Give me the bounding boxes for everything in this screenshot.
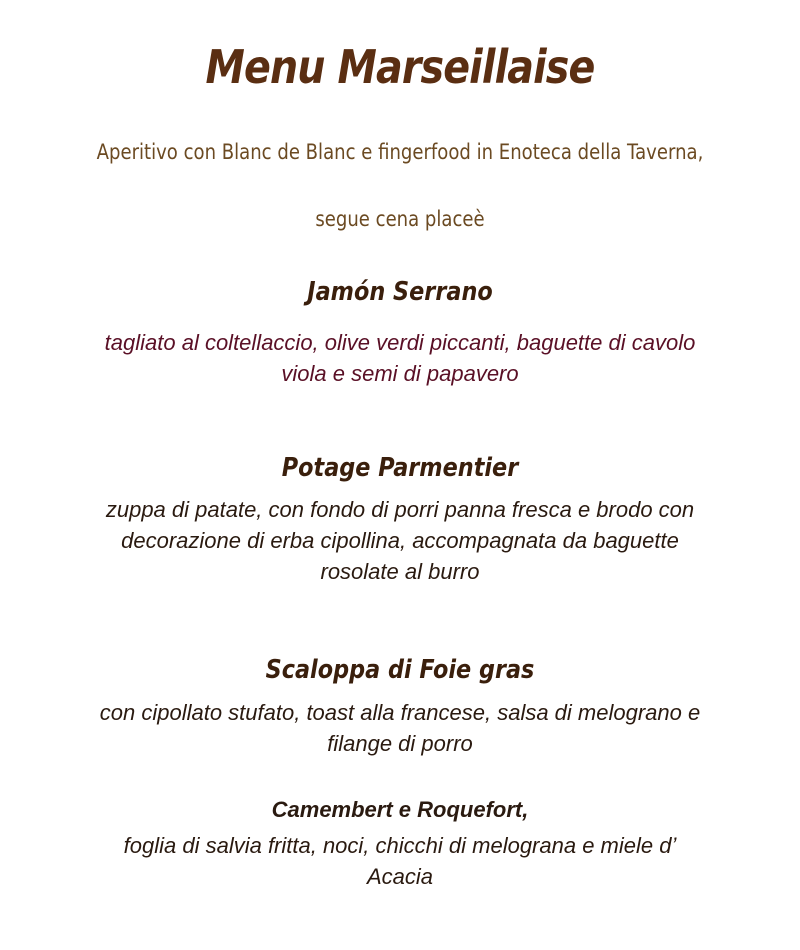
course-description-jamon-serrano bbox=[0, 327, 800, 389]
description-line: Acacia bbox=[366, 864, 434, 889]
description-line: rosolate al burro bbox=[320, 559, 480, 584]
course-description-scaloppa-foie-gras bbox=[0, 697, 800, 759]
description-line: decorazione di erba cipollina, accompagnata da baguette bbox=[121, 528, 679, 553]
menu-title: Menu Marseillaise bbox=[205, 40, 595, 94]
course-description-potage-parmentier bbox=[0, 494, 800, 587]
course-name-camembert-roquefort: Camembert e Roquefort, bbox=[271, 797, 529, 822]
course-name-scaloppa-foie-gras: Scaloppa di Foie gras bbox=[265, 655, 535, 685]
description-line: con cipollato stufato, toast alla francese, salsa di melograno e bbox=[99, 700, 701, 725]
intro-aperitivo: Aperitivo con Blanc de Blanc e fingerfood in Enoteca della Taverna, bbox=[96, 140, 704, 164]
description-line: tagliato al coltellaccio, olive verdi piccanti, baguette di cavolo bbox=[104, 330, 696, 355]
description-line: foglia di salvia fritta, noci, chicchi di melograna e miele d’ bbox=[123, 833, 677, 858]
description-line: filange di porro bbox=[327, 731, 473, 756]
description-line: zuppa di patate, con fondo di porri panna fresca e brodo con bbox=[105, 497, 695, 522]
course-name-jamon-serrano: Jamón Serrano bbox=[307, 277, 493, 307]
description-line: viola e semi di papavero bbox=[281, 361, 519, 386]
course-name-potage-parmentier: Potage Parmentier bbox=[281, 453, 519, 483]
course-description-camembert-roquefort bbox=[0, 830, 800, 892]
intro-cena: segue cena placeè bbox=[315, 207, 485, 231]
